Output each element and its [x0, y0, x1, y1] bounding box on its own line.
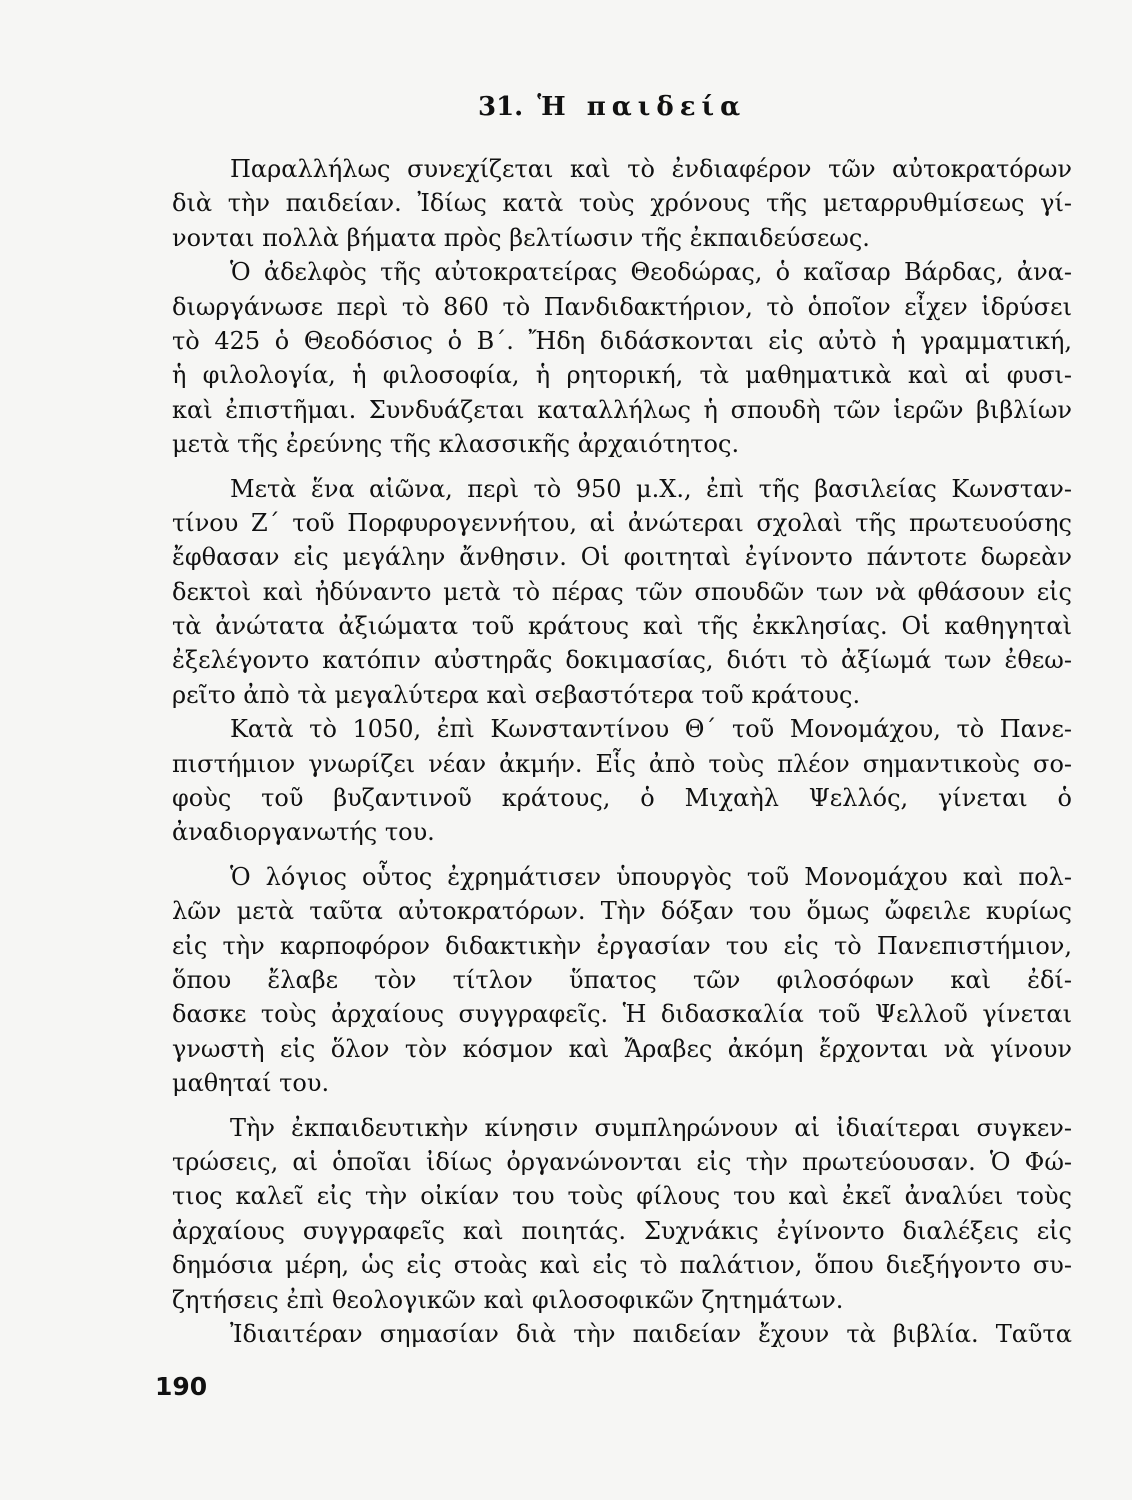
text-line: λῶν μετὰ ταῦτα αὐτοκρατόρων. Τὴν δόξαν του ὅμως ὤφειλε κυρίως	[172, 897, 1072, 926]
text-line: ζητήσεις ἐπὶ θεολογικῶν καὶ φιλοσοφικῶν ζητημάτων.	[172, 1285, 844, 1314]
text-line: ἡ φιλολογία, ἡ φιλοσοφία, ἡ ρητορική, τὰ μαθηματικὰ καὶ αἱ φυσι-	[172, 361, 1072, 390]
text-line: νονται πολλὰ βήματα πρὸς βελτίωσιν τῆς ἐκπαιδεύσεως.	[172, 223, 870, 252]
text-line: καὶ ἐπιστῆμαι. Συνδυάζεται καταλλήλως ἡ σπουδὴ τῶν ἱερῶν βιβλίων	[172, 395, 1072, 424]
text-line: μετὰ τῆς ἐρεύνης τῆς κλασσικῆς ἀρχαιότητος.	[172, 430, 740, 459]
text-line: τρώσεις, αἱ ὁποῖαι ἰδίως ὀργανώνονται εἰς τὴν πρωτεύουσαν. Ὁ Φώ-	[172, 1147, 1072, 1176]
text-line: τιος καλεῖ εἰς τὴν οἰκίαν του τοὺς φίλους του καὶ ἐκεῖ ἀναλύει τοὺς	[172, 1182, 1072, 1211]
text-line: Ὁ ἀδελφὸς τῆς αὐτοκρατείρας Θεοδώρας, ὁ καῖσαρ Βάρδας, ἀνα-	[230, 258, 1072, 287]
text-line: διωργάνωσε περὶ τὸ 860 τὸ Πανδιδακτήριον, τὸ ὁποῖον εἶχεν ἱδρύσει	[172, 292, 1072, 321]
text-line: ἀναδιοργανωτής του.	[172, 818, 435, 847]
text-line: ἔφθασαν εἰς μεγάλην ἄνθησιν. Οἱ φοιτηταὶ ἐγίνοντο πάντοτε δωρεὰν	[172, 543, 1072, 572]
section-heading: Ἡ παιδεία	[537, 92, 747, 122]
text-line: Ἰδιαιτέραν σημασίαν διὰ τὴν παιδείαν ἔχουν τὰ βιβλία. Ταῦτα	[230, 1319, 1072, 1348]
text-line: τὰ ἀνώτατα ἀξιώματα τοῦ κράτους καὶ τῆς ἐκκλησίας. Οἱ καθηγηταὶ	[172, 612, 1072, 641]
text-line: Ὁ λόγιος οὗτος ἐχρημάτισεν ὑπουργὸς τοῦ Μονομάχου καὶ πολ-	[230, 862, 1072, 891]
text-line: δεκτοὶ καὶ ἠδύναντο μετὰ τὸ πέρας τῶν σπουδῶν των νὰ φθάσουν εἰς	[172, 577, 1072, 606]
text-line: φοὺς τοῦ βυζαντινοῦ κράτους, ὁ Μιχαὴλ Ψελλός, γίνεται ὁ	[172, 784, 1072, 813]
text-line: Κατὰ τὸ 1050, ἐπὶ Κωνσταντίνου Θ΄ τοῦ Μονομάχου, τὸ Πανε-	[230, 715, 1072, 744]
text-line: τίνου Ζ΄ τοῦ Πορφυρογεννήτου, αἱ ἀνώτεραι σχολαὶ τῆς πρωτευούσης	[172, 508, 1072, 537]
text-line: πιστήμιον γνωρίζει νέαν ἀκμήν. Εἷς ἀπὸ τοὺς πλέον σημαντικοὺς σο-	[172, 749, 1072, 778]
text-line: διὰ τὴν παιδείαν. Ἰδίως κατὰ τοὺς χρόνους τῆς μεταρρυθμίσεως γί-	[172, 189, 1072, 218]
section-number: 31.	[478, 92, 524, 122]
text-line: δασκε τοὺς ἀρχαίους συγγραφεῖς. Ἡ διδασκαλία τοῦ Ψελλοῦ γίνεται	[172, 1000, 1072, 1029]
page-number: 190	[155, 1372, 208, 1401]
text-line: εἰς τὴν καρποφόρον διδακτικὴν ἐργασίαν του εἰς τὸ Πανεπιστήμιον,	[172, 931, 1072, 960]
text-line: μαθηταί του.	[172, 1069, 330, 1098]
text-line: Μετὰ ἕνα αἰῶνα, περὶ τὸ 950 μ.Χ., ἐπὶ τῆς βασιλείας Κωνσταν-	[230, 474, 1072, 503]
text-line: γνωστὴ εἰς ὅλον τὸν κόσμον καὶ Ἄραβες ἀκόμη ἔρχονται νὰ γίνουν	[172, 1034, 1072, 1063]
body-text	[172, 152, 1072, 1351]
text-line: τὸ 425 ὁ Θεοδόσιος ὁ Β΄. Ἤδη διδάσκονται εἰς αὐτὸ ἡ γραμματική,	[172, 326, 1072, 355]
text-line: ἐξελέγοντο κατόπιν αὐστηρᾶς δοκιμασίας, διότι τὸ ἀξίωμά των ἐθεω-	[172, 646, 1072, 675]
text-line: Τὴν ἐκπαιδευτικὴν κίνησιν συμπληρώνουν αἱ ἰδιαίτεραι συγκεν-	[230, 1113, 1072, 1142]
text-line: ὅπου ἔλαβε τὸν τίτλον ὕπατος τῶν φιλοσόφων καὶ ἐδί-	[172, 965, 1072, 994]
text-line: ἀρχαίους συγγραφεῖς καὶ ποιητάς. Συχνάκις ἐγίνοντο διαλέξεις εἰς	[172, 1216, 1072, 1245]
section-title	[478, 92, 746, 122]
text-line: ρεῖτο ἀπὸ τὰ μεγαλύτερα καὶ σεβαστότερα τοῦ κράτους.	[172, 680, 861, 709]
text-line: Παραλλήλως συνεχίζεται καὶ τὸ ἐνδιαφέρον τῶν αὐτοκρατόρων	[230, 155, 1072, 183]
text-line: δημόσια μέρη, ὡς εἰς στοὰς καὶ εἰς τὸ παλάτιον, ὅπου διεξήγοντο συ-	[172, 1251, 1072, 1280]
